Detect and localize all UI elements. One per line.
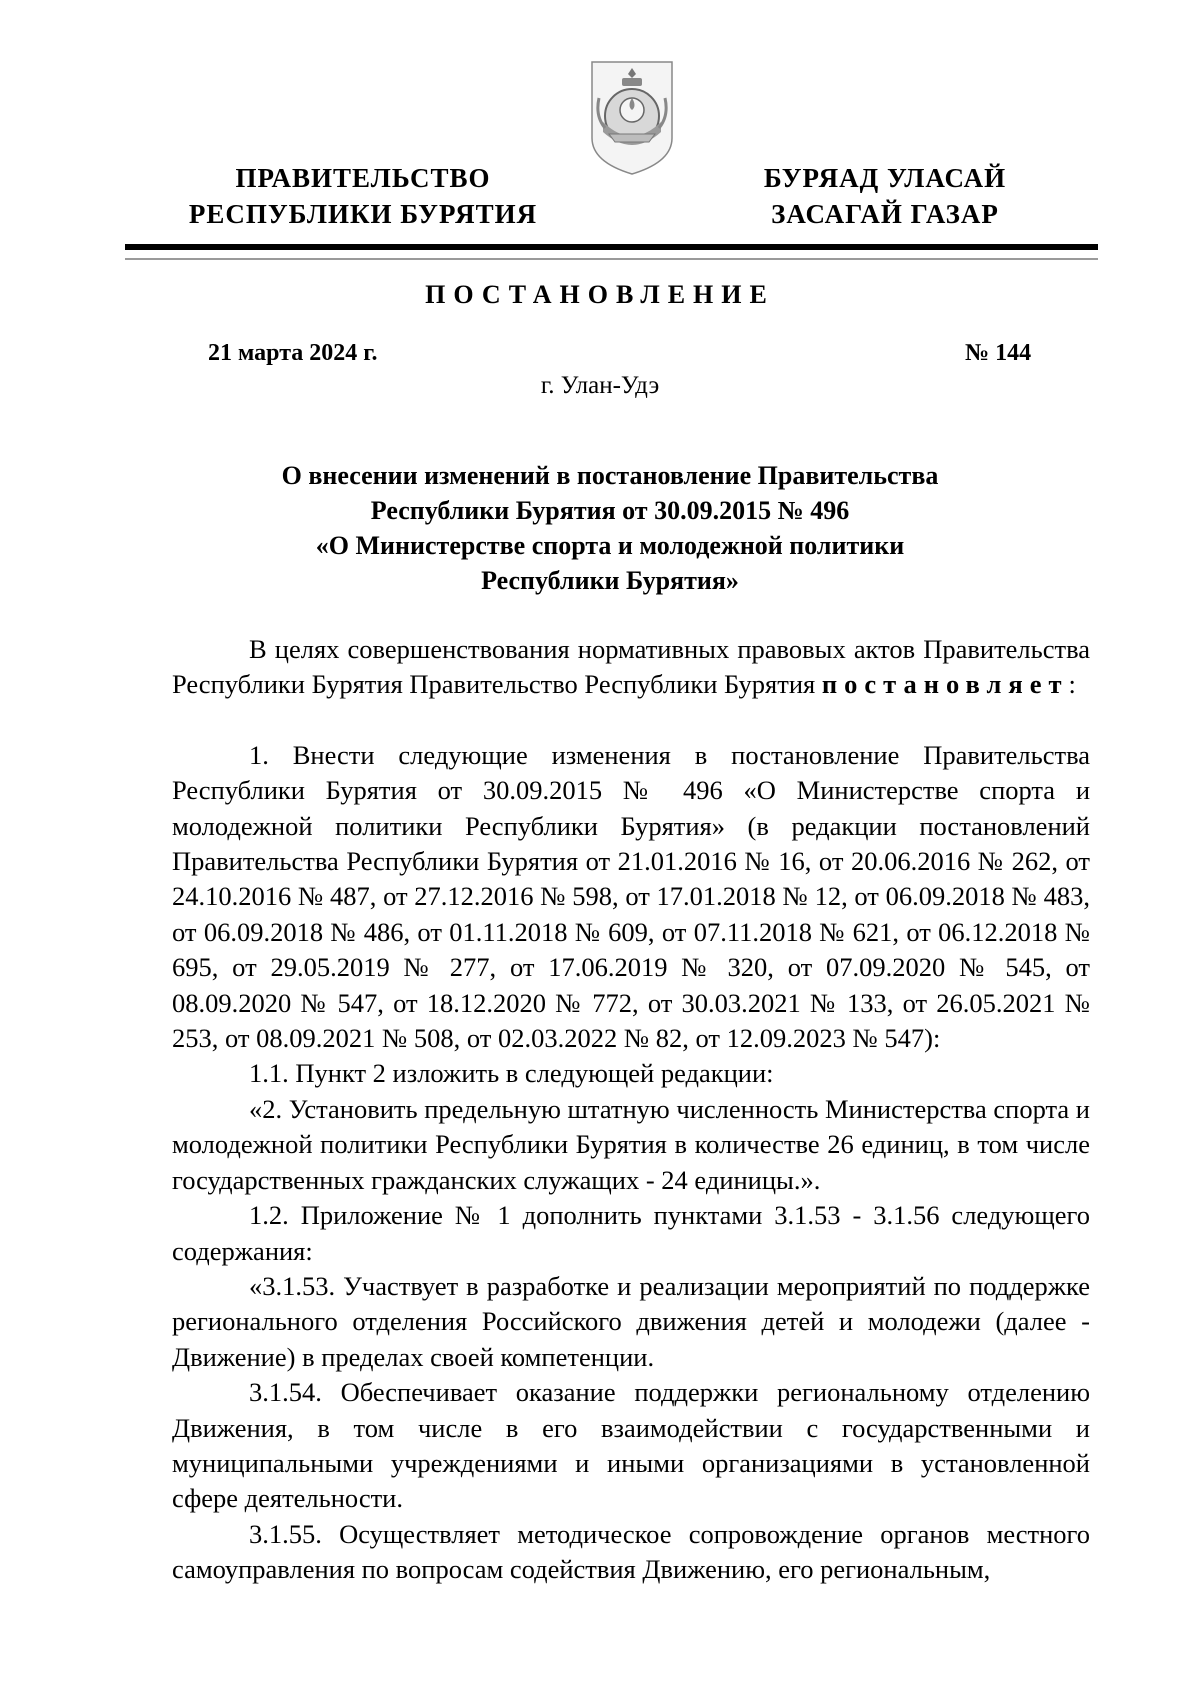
government-name-buryat [745, 160, 1025, 232]
preamble-emphasis: постановляет [821, 669, 1069, 700]
preamble-tail: : [1068, 669, 1076, 700]
preamble-text: В целях совершенствования нормативных правовых актов Правительства Республики Бурятия Правительство Республики Бурятия [172, 634, 1090, 700]
paragraph-1-1: 1.1. Пункт 2 изложить в следующей редакции: [249, 1058, 774, 1089]
document-date: 21 марта 2024 г. [208, 340, 378, 366]
government-name-line: РЕСПУБЛИКИ БУРЯТИЯ [188, 199, 538, 229]
header-divider-thin [125, 258, 1098, 260]
government-name-russian [178, 160, 548, 232]
title-line: О внесении изменений в постановление Правительства [281, 461, 939, 490]
paragraph-3-1-53: «3.1.53. Участвует в разработке и реализации мероприятий по поддержке регионального отделения Российского движения детей и молодежи (далее - Движение) в пределах своей компетенции. [172, 1270, 1090, 1372]
title-line: «О Министерстве спорта и молодежной политики [315, 531, 905, 560]
header-divider [125, 244, 1098, 250]
paragraph-1-1-quote: «2. Установить предельную штатную численность Министерства спорта и молодежной политики Республики Бурятия в количестве 26 единиц, в том числе государственных гражданских служащих - 24 единицы.». [172, 1093, 1090, 1195]
government-name-line: БУРЯАД УЛАСАЙ [763, 163, 1007, 193]
government-name-line: ПРАВИТЕЛЬСТВО [235, 163, 491, 193]
preamble [172, 632, 1090, 703]
title-line: Республики Бурятия» [481, 566, 739, 595]
document-body [172, 632, 1090, 1588]
paragraph-1: 1. Внести следующие изменения в постановление Правительства Республики Бурятия от 30.09.2015 № 496 «О Министерстве спорта и молодежной политики Республики Бурятия» (в редакции постановлений Правительства Республики Бурятия от 21.01.2016 № 16, от 20.06.2016 № 262, от 24.10.2016 № 487, от 27.12.2016 № 598, от 17.01.2018 № 12, от 06.09.2018 № 483, от 06.09.2018 № 486, от 01.11.2018 № 609, от 07.11.2018 № 621, от 06.12.2018 № 695, от 29.05.2019 № 277, от 17.06.2019 № 320, от 07.09.2020 № 545, от 08.09.2020 № 547, от 18.12.2020 № 772, от 30.03.2021 № 133, от 26.05.2021 № 253, от 08.09.2021 № 508, от 02.03.2022 № 82, от 12.09.2023 № 547): [172, 739, 1090, 1054]
document-type: ПОСТАНОВЛЕНИЕ [425, 280, 775, 309]
paragraph-1-2: 1.2. Приложение № 1 дополнить пунктами 3.1.53 - 3.1.56 следующего содержания: [172, 1200, 1090, 1266]
title-line: Республики Бурятия от 30.09.2015 № 496 [370, 496, 850, 525]
government-name-line: ЗАСАГАЙ ГАЗАР [771, 199, 999, 229]
paragraph-3-1-55: 3.1.55. Осуществляет методическое сопровождение органов местного самоуправления по вопросам содействия Движению, его региональным, [172, 1518, 1090, 1585]
coat-of-arms-icon [587, 58, 677, 176]
document-number: № 144 [965, 340, 1032, 366]
paragraph-3-1-54: 3.1.54. Обеспечивает оказание поддержки региональному отделению Движения, в том числе в его взаимодействии с государственными и муниципальными учреждениями и иными организациями в установленной сфере деятельности. [172, 1377, 1090, 1514]
document-city: г. Улан-Удэ [540, 372, 660, 399]
document-title [180, 458, 1040, 598]
